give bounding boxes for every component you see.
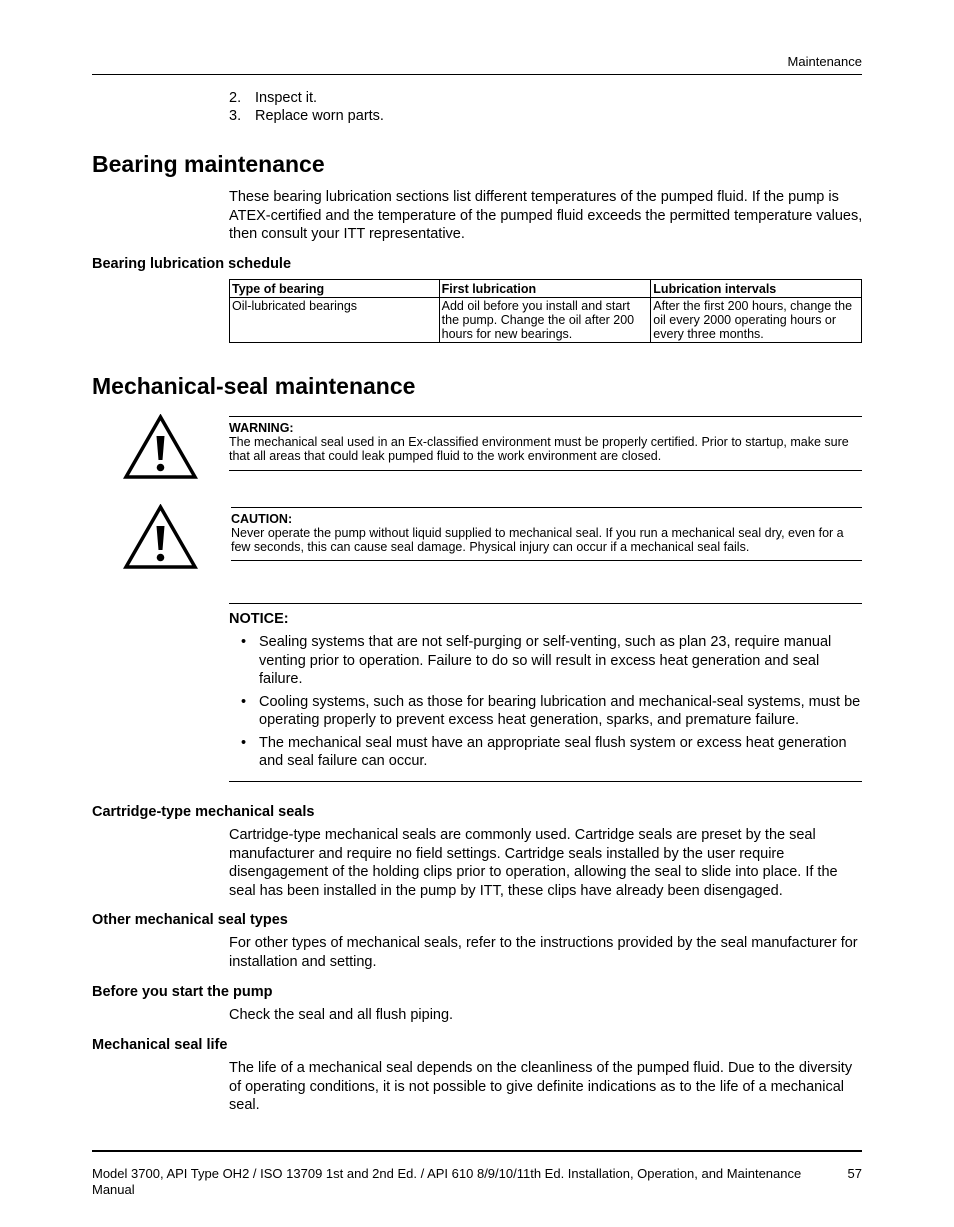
- notice-list: [229, 633, 865, 775]
- table-header-cell: Type of bearing: [230, 280, 440, 298]
- bullet-icon: •: [241, 734, 247, 751]
- footer-manual-title: Model 3700, API Type OH2 / ISO 13709 1st and 2nd Ed. / API 610 8/9/10/11th Ed. Installation, Operation, and Maintenance Manual: [92, 1166, 802, 1197]
- seal-life-text: The life of a mechanical seal depends on the cleanliness of the pumped fluid. Due to the diversity of operating conditions, it is not possible to give definite indications as to the life of a mechanical seal.: [229, 1060, 853, 1113]
- notice-label: NOTICE:: [229, 611, 289, 627]
- bearing-intro: These bearing lubrication sections list different temperatures of the pumped fluid. If the pump is ATEX-certified and the temperature of the pumped fluid exceeds the permitted temperature values, then consult your ITT representative.: [229, 189, 863, 242]
- subheading-before-start: Before you start the pump: [92, 984, 273, 1000]
- footer-rule: [92, 1150, 862, 1152]
- step-item: 3. Replace worn parts.: [229, 108, 384, 124]
- warning-label: WARNING:: [229, 421, 294, 435]
- step-item: 2. Inspect it.: [229, 90, 318, 106]
- before-start-text: Check the seal and all flush piping.: [229, 1007, 454, 1023]
- table-header-cell: Lubrication intervals: [651, 280, 862, 298]
- page-number: 57: [847, 1166, 862, 1181]
- cartridge-text: Cartridge-type mechanical seals are commonly used. Cartridge seals are preset by the seal manufacturer and require no field settings. Cartridge seals installed by the user require disengagement of the holding clips prior to operation, allowing the seal to slide into place. If the seal has been installed in the pump by ITT, these clips have already been disengaged.: [229, 827, 838, 899]
- caution-top-rule: [231, 507, 862, 508]
- warning-text: The mechanical seal used in an Ex-classified environment must be properly certified. Prior to startup, make sure that all areas that could leak pumped fluid to the work environment are closed.: [229, 435, 849, 463]
- step-list: [229, 89, 384, 125]
- warning-bottom-rule: [229, 470, 862, 471]
- caution-text: Never operate the pump without liquid supplied to mechanical seal. If you run a mechanical seal dry, even for a few seconds, this can cause seal damage. Physical injury can occur if a mechanical seal fails.: [231, 526, 844, 554]
- caution-label: CAUTION:: [231, 512, 293, 526]
- lubrication-table: [229, 279, 862, 343]
- other-seal-text: For other types of mechanical seals, refer to the instructions provided by the seal manufacturer for installation and setting.: [229, 935, 858, 970]
- subheading-seal-life: Mechanical seal life: [92, 1037, 228, 1053]
- table-row: [230, 298, 862, 343]
- running-head: Maintenance: [787, 54, 862, 69]
- subheading-cartridge-seals: Cartridge-type mechanical seals: [92, 804, 315, 820]
- section-title-bearing: Bearing maintenance: [92, 151, 325, 177]
- bullet-icon: •: [241, 634, 247, 650]
- table-cell: After the first 200 hours, change the oil every 2000 operating hours or every three months.: [651, 298, 862, 343]
- subheading-other-seal-types: Other mechanical seal types: [92, 912, 288, 928]
- subheading-lubrication-schedule: Bearing lubrication schedule: [92, 256, 292, 272]
- table-cell: Add oil before you install and start the pump. Change the oil after 200 hours for new bearings.: [439, 298, 651, 343]
- warning-top-rule: [229, 416, 862, 417]
- table-header-cell: First lubrication: [439, 280, 651, 298]
- notice-item: • Sealing systems that are not self-purging or self-venting, such as plan 23, require manual venting prior to operation. Failure to do so will result in excess heat generation and seal failure.: [241, 634, 832, 687]
- table-cell: Oil-lubricated bearings: [230, 298, 440, 343]
- caution-bottom-rule: [231, 560, 862, 561]
- notice-item: • The mechanical seal must have an appropriate seal flush system or excess heat generation and seal failure can occur.: [241, 734, 847, 769]
- table-header-row: [230, 280, 862, 298]
- notice-top-rule: [229, 603, 862, 604]
- bullet-icon: •: [241, 693, 247, 710]
- caution-triangle-icon: [123, 504, 198, 570]
- notice-item: • Cooling systems, such as those for bearing lubrication and mechanical-seal systems, must be operating properly to prevent excess heat generation, sparks, and premature failure.: [241, 693, 861, 728]
- notice-bottom-rule: [229, 781, 862, 782]
- header-rule: [92, 74, 862, 75]
- warning-triangle-icon: [123, 414, 198, 480]
- section-title-mechanical-seal: Mechanical-seal maintenance: [92, 373, 416, 399]
